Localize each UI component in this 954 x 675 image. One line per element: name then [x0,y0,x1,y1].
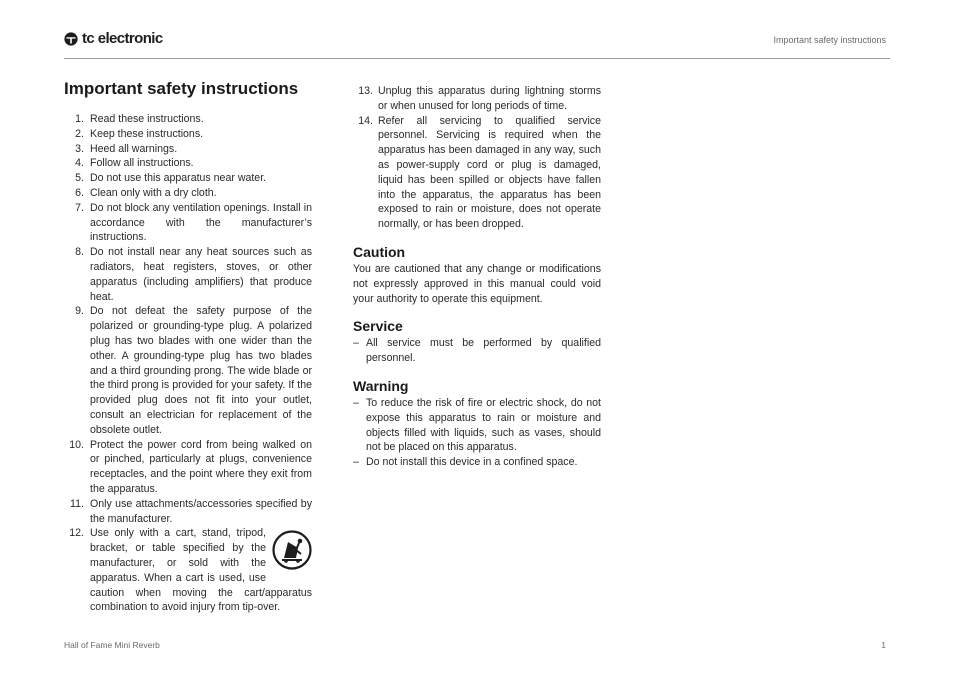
list-item: 7. Do not block any ventilation openings. Install in accordance with the manufacturer’s instructions. [75,201,312,244]
tc-logo-icon [64,32,78,46]
list-item: 4. Follow all instructions. [75,157,194,170]
list-item: – To reduce the risk of fire or electric shock, do not expose this apparatus to rain or moisture and objects filled with liquids, such as vases, should not be placed on this apparatus. [353,396,601,455]
instruction-list-continued [353,84,601,232]
caution-heading: Caution [353,243,406,260]
page-number: 1 [881,640,886,650]
list-item: 5. Do not use this apparatus near water. [75,172,267,185]
service-list [353,336,601,366]
list-item: – All service must be performed by qualified personnel. [353,336,601,366]
list-item: 14. Refer all servicing to qualified service personnel. Servicing is required when the apparatus has been damaged in any way, such as power-supply cord or plug is damaged, liquid has been spilled or objects have fallen into the apparatus, the apparatus has been exposed to rain or moisture, does not operate normally, or has been dropped. [358,114,601,231]
cart-tip-over-warning-icon [272,530,312,570]
page-title: Important safety instructions [64,79,299,98]
list-item: – Do not install this device in a confined space. [353,455,601,470]
list-item: 8. Do not install near any heat sources such as radiators, heat registers, stoves, or other apparatus (including amplifiers) that produce heat. [75,246,312,303]
list-item: 9. Do not defeat the safety purpose of the polarized or grounding-type plug. A polarized plug has two blades with one wider than the other. A grounding-type plug has two blades and a third grounding prong. The wide blade or the third prong is provided for your safety. If the provided plug does not fit into your outlet, consult an electrician for replacement of the obsolete outlet. [75,305,312,436]
running-head: Important safety instructions [773,35,886,45]
list-item: 3. Heed all warnings. [75,142,178,155]
list-item: 12. Use only with a cart, stand, tripod, bracket, or table specified by the manufacturer, or sold with the apparatus. When a cart is used, use caution when moving the cart/apparatus combination to avoid injury from tip-over. [69,527,312,614]
caution-text: You are cautioned that any change or modifications not expressly approved in this manual could void your authority to operate this equipment. [353,262,601,305]
list-item: 10. Protect the power cord from being walked on or pinched, particularly at plugs, convenience receptacles, and the point where they exit from the apparatus. [69,438,312,495]
brand-logo [64,30,163,48]
left-column [64,78,312,615]
instruction-list [64,112,312,615]
service-section [353,318,601,366]
list-item: 13. Unplug this apparatus during lightning storms or when unused for long periods of time. [358,85,601,112]
header-divider [64,58,890,59]
caution-section [353,244,601,306]
brand-name: tc electronic [82,30,163,47]
right-column [353,84,601,470]
list-item: 1. Read these instructions. [75,113,204,125]
list-item: 6. Clean only with a dry cloth. [75,186,217,199]
list-item: 11. Only use attachments/accessories specified by the manufacturer. [70,497,312,525]
footer-product: Hall of Fame Mini Reverb [64,640,160,650]
service-heading: Service [353,318,403,335]
warning-list [353,396,601,470]
list-item: 2. Keep these instructions. [75,127,204,140]
warning-heading: Warning [353,377,409,394]
warning-section [353,378,601,470]
